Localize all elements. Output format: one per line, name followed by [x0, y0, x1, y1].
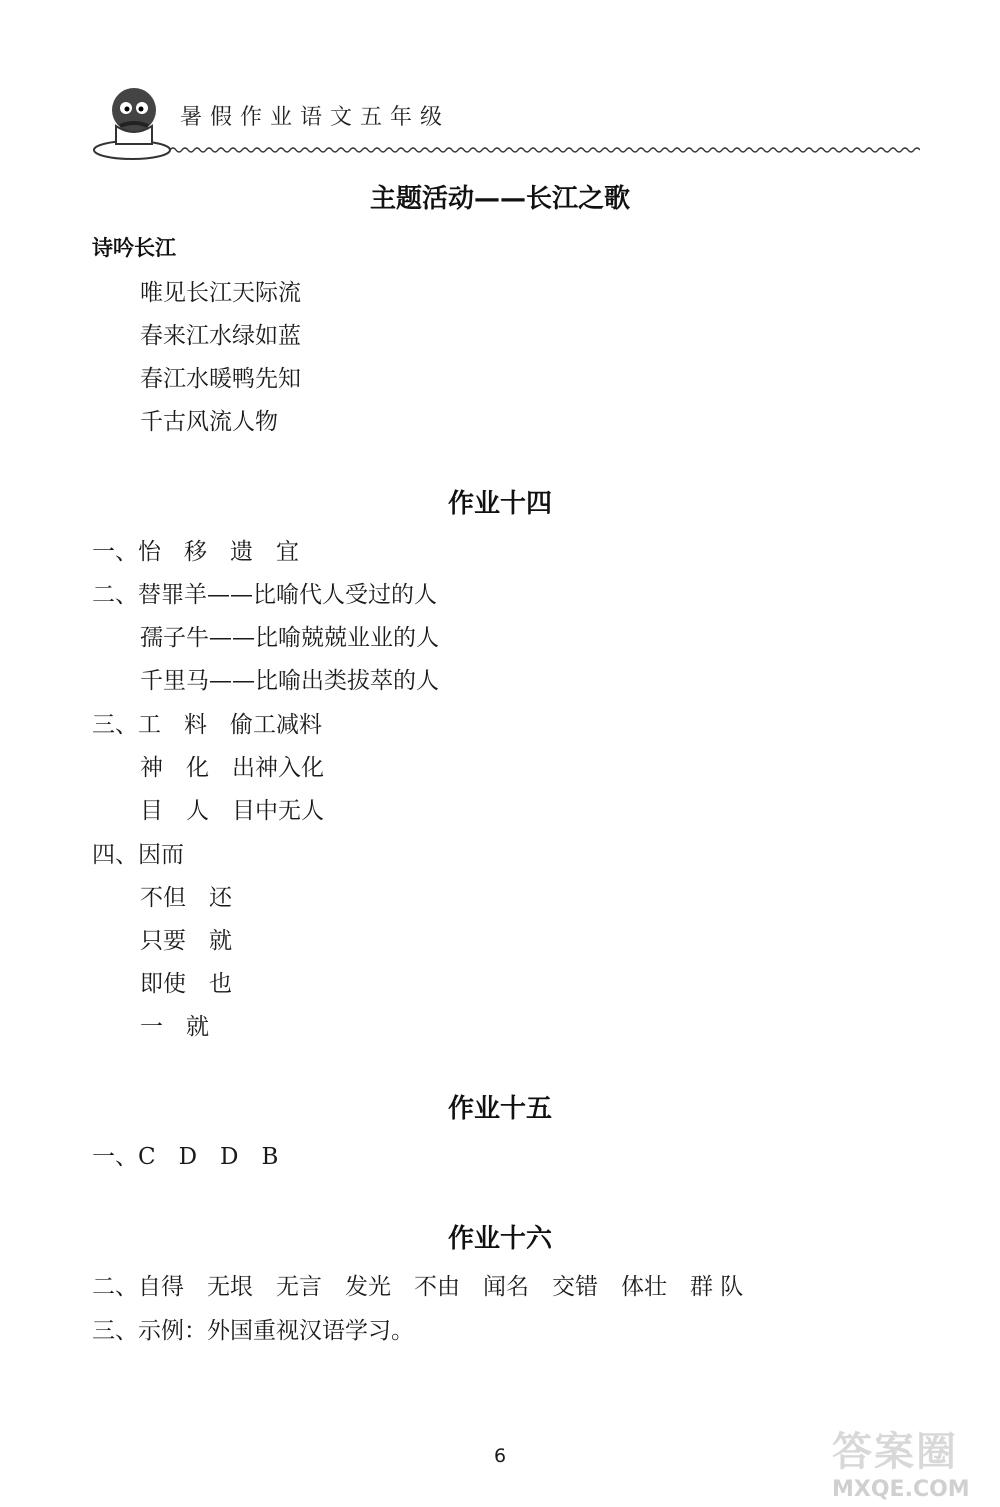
hw14-answer-4-line: 不但 还: [140, 885, 232, 911]
hw14-answer-4-line: 一 就: [140, 1014, 209, 1040]
watermark-line1: 答案圈: [832, 1429, 958, 1475]
hw14-answer-3-line: 神 化 出神入化: [140, 755, 324, 781]
poem-heading: 诗吟长江: [92, 236, 176, 260]
mascot-illustration: [92, 82, 172, 166]
hw14-answer-1: 一、怡 移 遗 宜: [92, 539, 299, 565]
hw14-answer-2-line: 千里马——比喻出类拔萃的人: [140, 668, 439, 694]
hw14-answer-4-line: 即使 也: [140, 971, 232, 997]
hw14-answer-4-line: 只要 就: [140, 928, 232, 954]
hw14-answer-3-line: 目 人 目中无人: [140, 798, 324, 824]
page-number: 6: [493, 1445, 507, 1467]
watermark-line2: MXQE.COM: [832, 1477, 970, 1502]
hw14-answer-2: 二、替罪羊——比喻代人受过的人: [92, 582, 437, 608]
main-title: 主题活动——长江之歌: [369, 184, 630, 214]
poem-line: 春来江水绿如蓝: [140, 323, 301, 349]
hw16-title: 作业十六: [447, 1224, 552, 1254]
hw14-title: 作业十四: [447, 489, 552, 519]
book-title: 暑假作业语文五年级: [180, 105, 451, 130]
poem-line: 千古风流人物: [140, 409, 278, 435]
poem-line: 唯见长江天际流: [140, 280, 301, 306]
poem-line: 春江水暖鸭先知: [140, 366, 301, 392]
hw14-answer-4: 四、因而: [92, 842, 184, 868]
header-wavy-divider: [170, 140, 920, 159]
hw14-answer-2-line: 孺子牛——比喻兢兢业业的人: [140, 625, 439, 651]
hw16-answer-3: 三、示例：外国重视汉语学习。: [92, 1318, 414, 1344]
hw15-title: 作业十五: [447, 1094, 552, 1124]
hw16-answer-2: 二、自得 无垠 无言 发光 不由 闻名 交错 体壮 群 队: [92, 1274, 744, 1300]
hw14-answer-3: 三、工 料 偷工减料: [92, 712, 322, 738]
watermark-logo: [832, 1420, 982, 1500]
hw15-answer-1: 一、C D D B: [92, 1144, 279, 1170]
